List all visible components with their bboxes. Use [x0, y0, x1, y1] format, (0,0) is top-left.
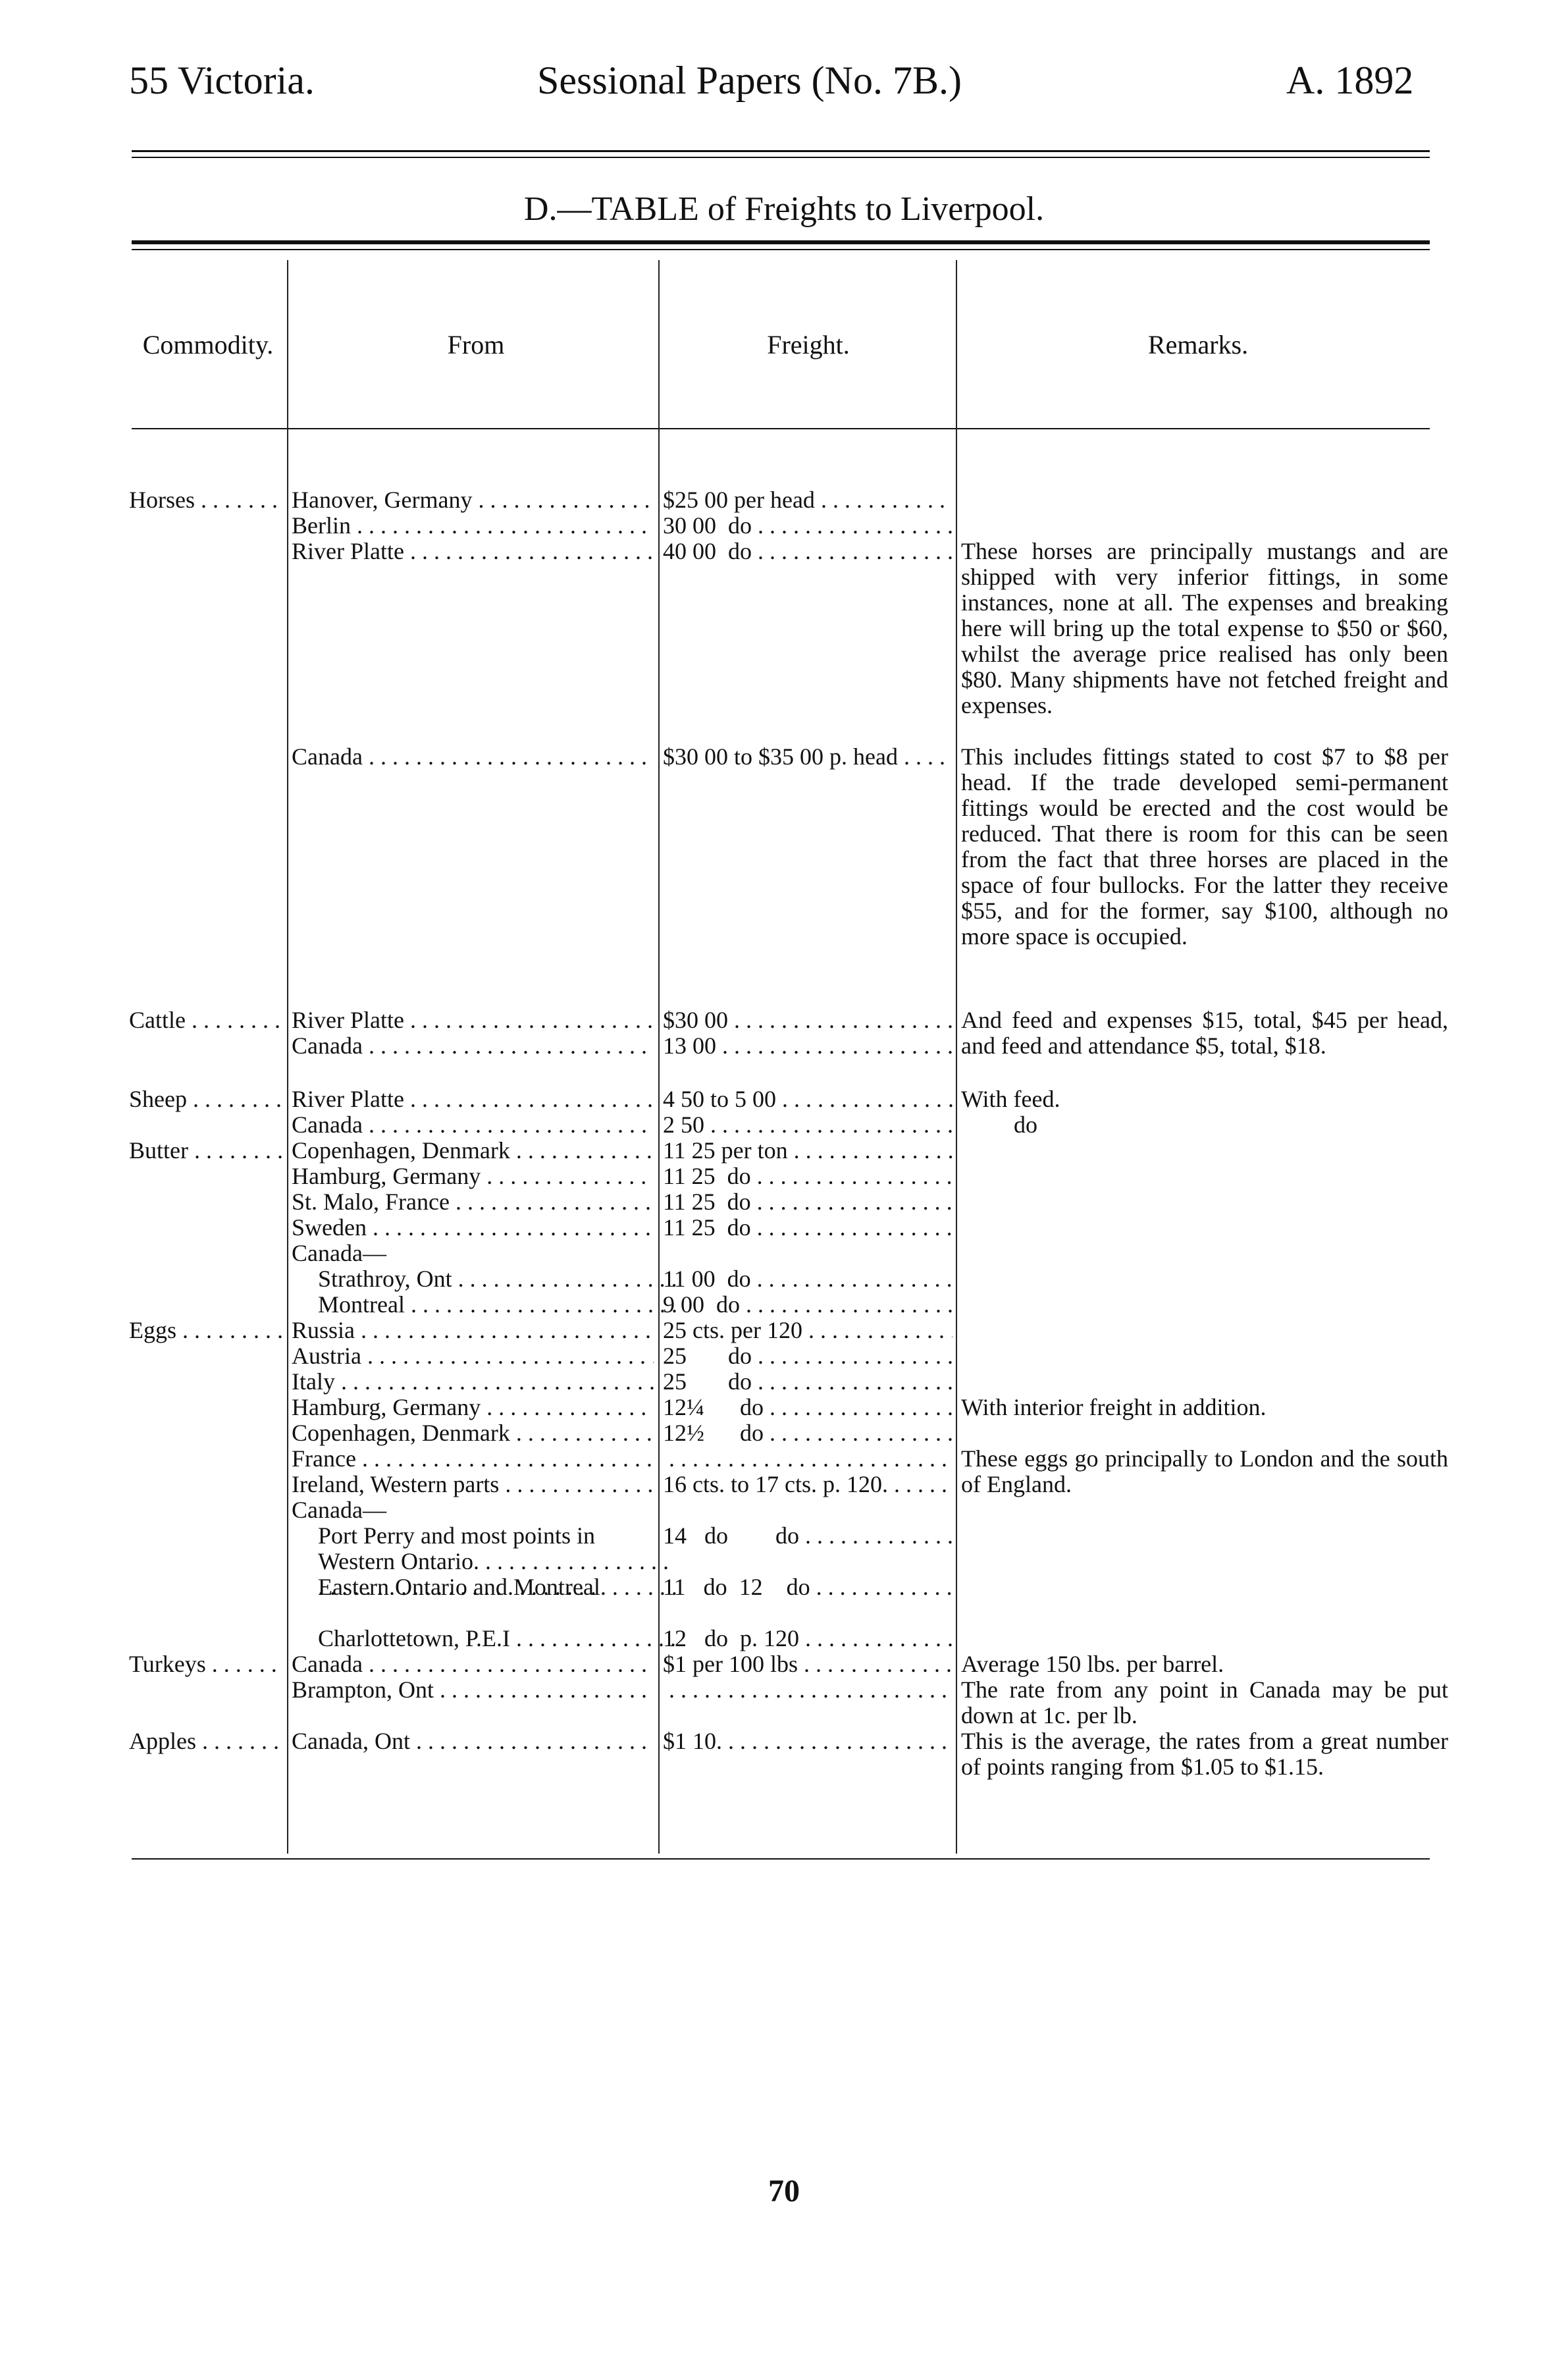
freight-cell: 14 do do . . .	[663, 1523, 953, 1549]
from-cell: France . . .	[292, 1446, 654, 1472]
freight-cell: 11 00 do . . .	[663, 1266, 953, 1292]
commodity-cell: Turkeys . . .	[129, 1651, 283, 1677]
freight-cell: 12 do p. 120 . . .	[663, 1626, 953, 1651]
from-cell: Sweden . . .	[292, 1215, 654, 1241]
column-divider-3	[956, 260, 957, 1854]
freight-cell: 11 do 12 do . . .	[663, 1574, 953, 1600]
title-rule-thick	[132, 240, 1430, 244]
freight-cell: 9 00 do . . .	[663, 1292, 953, 1318]
from-cell: St. Malo, France . . .	[292, 1189, 654, 1215]
page-number: 70	[768, 2174, 800, 2209]
from-cell: Canada, Ont . . .	[292, 1728, 654, 1754]
freight-cell: 40 00 do . . .	[663, 539, 953, 564]
from-cell: Russia . . .	[292, 1318, 654, 1343]
from-cell: River Platte . . .	[292, 1007, 654, 1033]
from-cell: River Platte . . .	[292, 539, 654, 564]
remarks-cell: This includes fittings stated to cost $7 to $8 per head. If the trade developed semi-permanent fittings would be erected and the cost would be reduced. That there is room for this can be seen from the fact that three horses are placed in the space of four bullocks. For the latter they receive $55, and for the former, say $100, although no more space is occupied.	[961, 743, 1448, 950]
from-cell: Austria . . .	[292, 1343, 654, 1369]
from-cell: Charlottetown, P.E.I . . .	[292, 1626, 680, 1651]
running-header-right: A. 1892	[1286, 59, 1414, 102]
remarks-cell: This is the average, the rates from a great number of points ranging from $1.05 to $1.15.	[961, 1728, 1448, 1780]
title-rule-thin	[132, 249, 1430, 250]
from-cell: Hamburg, Germany . . .	[292, 1164, 654, 1189]
from-cell: Canada . . .	[292, 1033, 654, 1059]
freight-cell	[663, 1446, 953, 1472]
remarks-cell: With feed.	[961, 1086, 1060, 1112]
freight-cell: 13 00 . . .	[663, 1033, 953, 1059]
column-divider-2	[658, 260, 660, 1854]
running-header-center: Sessional Papers (No. 7B.)	[537, 59, 962, 102]
table-title: D.—TABLE of Freights to Liverpool.	[523, 190, 1045, 228]
column-header-freight: Freight.	[767, 330, 850, 360]
commodity-cell: Eggs . . .	[129, 1318, 283, 1343]
column-divider-1	[287, 260, 288, 1854]
freight-cell	[663, 1677, 953, 1703]
commodity-cell: Cattle . . .	[129, 1007, 283, 1033]
freight-cell: $1 10. . . .	[663, 1728, 953, 1754]
from-cell: Berlin . . .	[292, 513, 654, 539]
from-cell: Canada—	[292, 1241, 386, 1266]
remarks-cell: These horses are principally mustangs and are shipped with very inferior fittings, in some instances, none at all. The expenses and breaking here will bring up the total expense to $50 or $60, whilst the average price realised has only been $80. Many shipments have not fetched freight and expenses.	[961, 538, 1448, 718]
freight-cell: 16 cts. to 17 cts. p. 120. . . .	[663, 1472, 953, 1497]
running-header-left: 55 Victoria.	[129, 59, 315, 102]
from-cell: Copenhagen, Denmark . . .	[292, 1138, 654, 1164]
from-cell: Italy . . .	[292, 1369, 654, 1395]
header-rule-bottom	[132, 157, 1430, 158]
freight-cell: $25 00 per head . . .	[663, 487, 953, 513]
from-cell: Hanover, Germany . . .	[292, 487, 654, 513]
freight-cell: 25 cts. per 120 . . .	[663, 1318, 953, 1343]
freight-cell: 11 25 do . . .	[663, 1189, 953, 1215]
from-cell: Canada . . .	[292, 744, 654, 770]
freight-cell: 4 50 to 5 00 . . .	[663, 1086, 953, 1112]
freight-cell: 11 25 per ton . . .	[663, 1138, 953, 1164]
from-cell: Hamburg, Germany . . .	[292, 1395, 654, 1420]
column-header-from: From	[447, 330, 505, 360]
remarks-cell: do	[1014, 1112, 1037, 1138]
from-cell: Canada . . .	[292, 1112, 654, 1138]
from-cell: Canada . . .	[292, 1651, 654, 1677]
header-rule-top	[132, 150, 1430, 152]
remarks-cell: These eggs go principally to London and the south of England.	[961, 1445, 1448, 1497]
from-cell: Ireland, Western parts . . .	[292, 1472, 654, 1497]
freight-cell: 2 50 . . .	[663, 1112, 953, 1138]
from-cell: Port Perry and most points in Western Ontario. . . .	[292, 1523, 673, 1600]
freight-cell: 11 25 do . . .	[663, 1215, 953, 1241]
from-cell: Copenhagen, Denmark . . .	[292, 1420, 654, 1446]
remarks-cell: With interior freight in addition.	[961, 1394, 1267, 1420]
from-cell: Brampton, Ont . . .	[292, 1677, 654, 1703]
freight-cell: 25 do . . .	[663, 1343, 953, 1369]
freight-cell: $30 00 . . .	[663, 1007, 953, 1033]
from-cell: Strathroy, Ont . . .	[292, 1266, 680, 1292]
freight-cell: 12¼ do . . .	[663, 1395, 953, 1420]
remarks-cell: Average 150 lbs. per barrel.	[961, 1651, 1224, 1677]
freight-cell: $1 per 100 lbs . . .	[663, 1651, 953, 1677]
freight-cell: 25 do . . .	[663, 1369, 953, 1395]
commodity-cell: Sheep . . .	[129, 1086, 283, 1112]
remarks-cell: And feed and expenses $15, total, $45 per head, and feed and attendance $5, total, $18.	[961, 1007, 1448, 1059]
table-bottom-rule	[132, 1858, 1430, 1860]
freight-cell: 12½ do . . .	[663, 1420, 953, 1446]
freight-cell: 30 00 do . . .	[663, 513, 953, 539]
from-cell: Montreal . . .	[292, 1292, 680, 1318]
freight-cell: $30 00 to $35 00 p. head . . .	[663, 744, 953, 770]
commodity-cell: Horses . . .	[129, 487, 283, 513]
from-cell: Eastern Ontario and Montreal. . . .	[292, 1574, 680, 1600]
from-cell: Canada—	[292, 1497, 386, 1523]
commodity-cell: Apples . . .	[129, 1728, 283, 1754]
column-header-remarks: Remarks.	[1147, 330, 1249, 360]
from-cell: River Platte . . .	[292, 1086, 654, 1112]
freight-cell: 11 25 do . . .	[663, 1164, 953, 1189]
column-header-commodity: Commodity.	[142, 330, 274, 360]
column-header-rule	[132, 428, 1430, 429]
commodity-cell: Butter . . .	[129, 1138, 283, 1164]
remarks-cell: The rate from any point in Canada may be put down at 1c. per lb.	[961, 1676, 1448, 1728]
